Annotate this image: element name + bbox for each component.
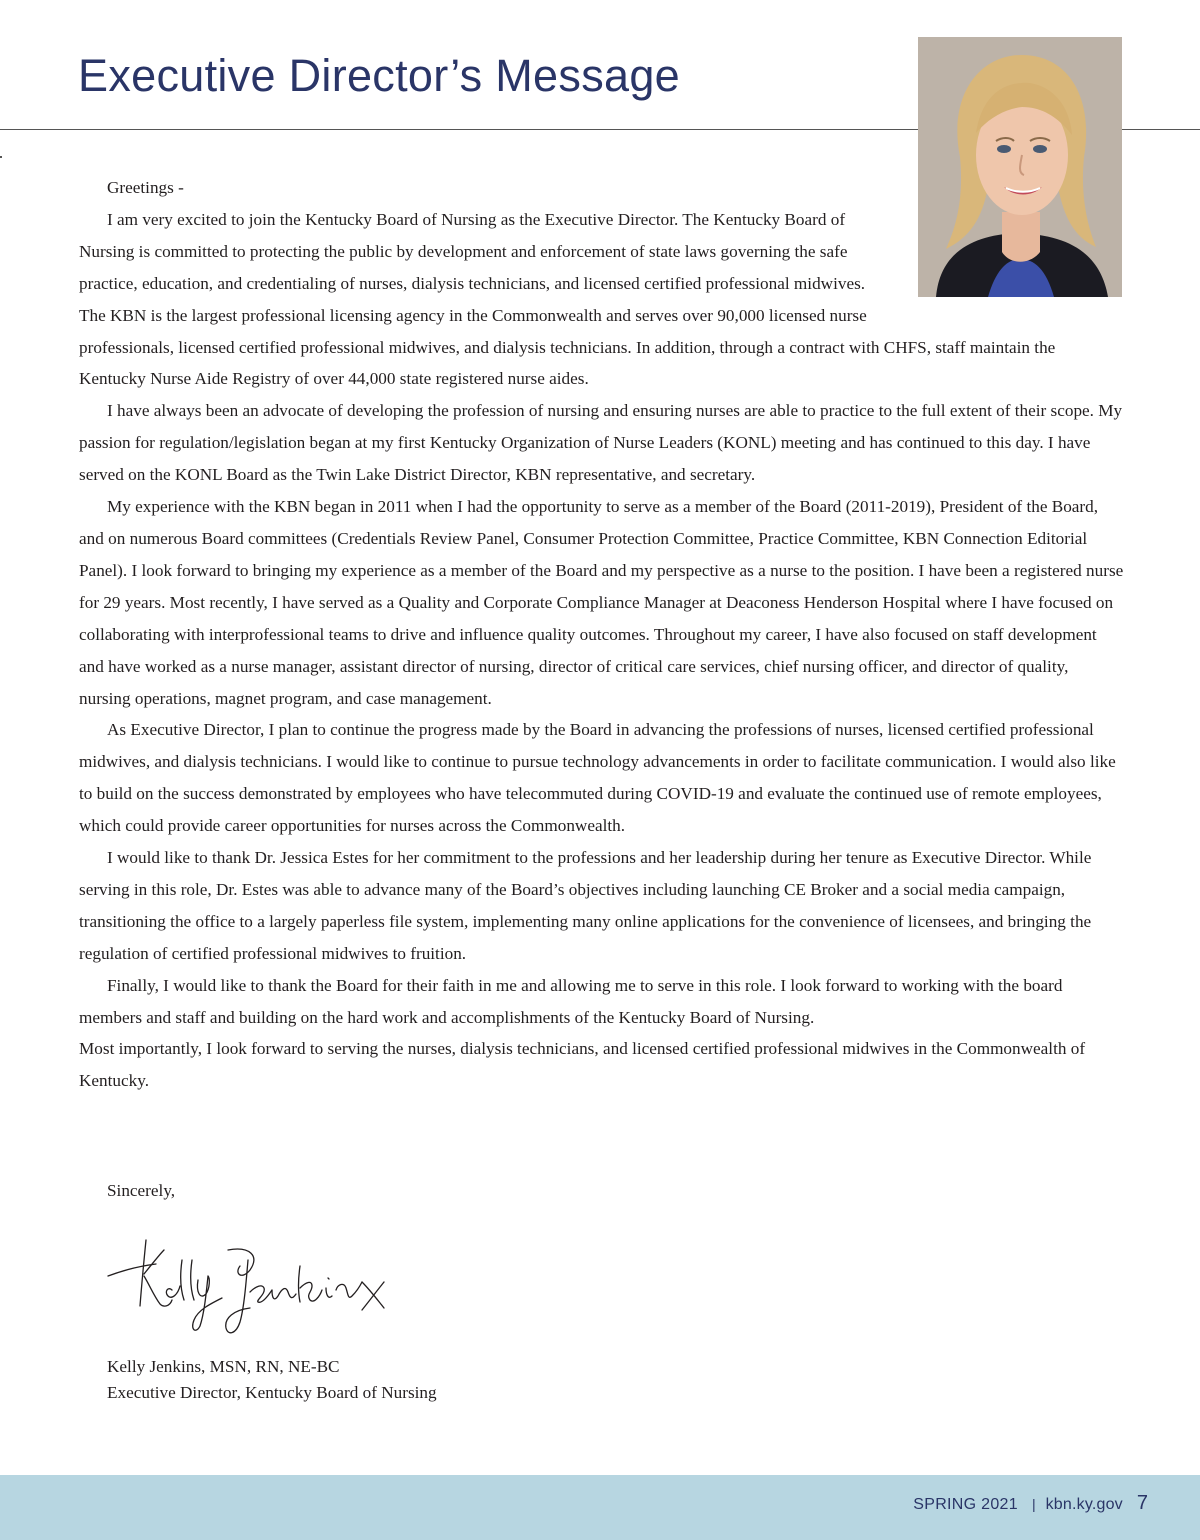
letter-paragraph: Most importantly, I look forward to serving the nurses, dialysis technicians, and licensed certified professional midwives in the Commonwealth of Kentucky. bbox=[79, 1039, 1086, 1091]
letter-paragraph: Finally, I would like to thank the Board for their faith in me and allowing me to serve in this role. I look forward to working with the board members and staff and building on the hard work and accomplishments of the Kentucky Board of Nursing. bbox=[79, 975, 1063, 1027]
signoff: Sincerely, bbox=[107, 1181, 176, 1200]
letter-paragraph: I am very excited to join the Kentucky Board of Nursing as the Executive Director. The Kentucky Board of Nursing is committed to protecting the public by development and enforcement of state laws governing the safe practice, education, and credentialing of nurses, dialysis technicians, and licensed certified professional midwives. The KBN is the largest professional licensing agency in the Commonwealth and serves over 90,000 licensed nurse professionals, licensed certified professional midwives, and dialysis technicians. In addition, through a contract with CHFS, staff maintain the Kentucky Nurse Aide Registry of over 44,000 state registered nurse aides. bbox=[79, 209, 1056, 389]
page-number: 7 bbox=[1136, 1492, 1148, 1514]
margin-mark bbox=[0, 156, 2, 158]
letter-body bbox=[79, 172, 1124, 1097]
footer-band bbox=[0, 1475, 1200, 1540]
greeting: Greetings - bbox=[107, 178, 184, 197]
letter-paragraph: I have always been an advocate of developing the profession of nursing and ensuring nurses are able to practice to the full extent of their scope. My passion for regulation/legislation began at my first Kentucky Organization of Nurse Leaders (KONL) meeting and has continued to this day. I have served on the KONL Board as the Twin Lake District Director, KBN representative, and secretary. bbox=[79, 401, 1123, 485]
issue-label: SPRING 2021 bbox=[913, 1496, 1018, 1513]
website-link[interactable]: kbn.ky.gov bbox=[1045, 1496, 1123, 1513]
portrait-text-wrap bbox=[894, 172, 1124, 300]
letter-paragraph: As Executive Director, I plan to continue the progress made by the Board in advancing the professions of nurses, licensed certified professional midwives, and dialysis technicians. I would like to continue to pursue technology advancements in order to facilitate communication. I would also like to build on the success demonstrated by employees who have telecommuted during COVID-19 and evaluate the continued use of remote employees, which could provide career opportunities for nurses across the Commonwealth. bbox=[79, 720, 1116, 836]
signer-name: Kelly Jenkins, MSN, RN, NE-BC bbox=[107, 1357, 340, 1376]
footer-separator: | bbox=[1031, 1496, 1036, 1512]
footer-info bbox=[913, 1492, 1148, 1515]
header-rule bbox=[0, 129, 918, 130]
letter-paragraph: I would like to thank Dr. Jessica Estes for her commitment to the professions and her leadership during her tenure as Executive Director. While serving in this role, Dr. Estes was able to advance many of the Board’s objectives including launching CE Broker and a social media campaign, transitioning the office to a largely paperless file system, implementing many online applications for the convenience of licensees, and bringing the regulation of certified professional midwives to fruition. bbox=[79, 848, 1092, 963]
page-title: Executive Director’s Message bbox=[78, 50, 680, 101]
header-rule-right bbox=[1122, 129, 1200, 130]
signer-title: Executive Director, Kentucky Board of Nursing bbox=[107, 1383, 437, 1402]
handwritten-signature bbox=[100, 1230, 400, 1340]
letter-paragraph: My experience with the KBN began in 2011 when I had the opportunity to serve as a member of the Board (2011-2019), President of the Board, and on numerous Board committees (Credentials Review Panel, Consumer Protection Committee, Practice Committee, KBN Connection Editorial Panel). I look forward to bringing my experience as a member of the Board and my perspective as a nurse to the position. I have been a registered nurse for 29 years. Most recently, I have served as a Quality and Corporate Compliance Manager at Deaconess Henderson Hospital where I have focused on collaborating with interprofessional teams to drive and influence quality outcomes. Throughout my career, I have also focused on staff development and have worked as a nurse manager, assistant director of nursing, director of critical care services, chief nursing officer, and director of quality, nursing operations, magnet program, and case management. bbox=[79, 497, 1124, 708]
